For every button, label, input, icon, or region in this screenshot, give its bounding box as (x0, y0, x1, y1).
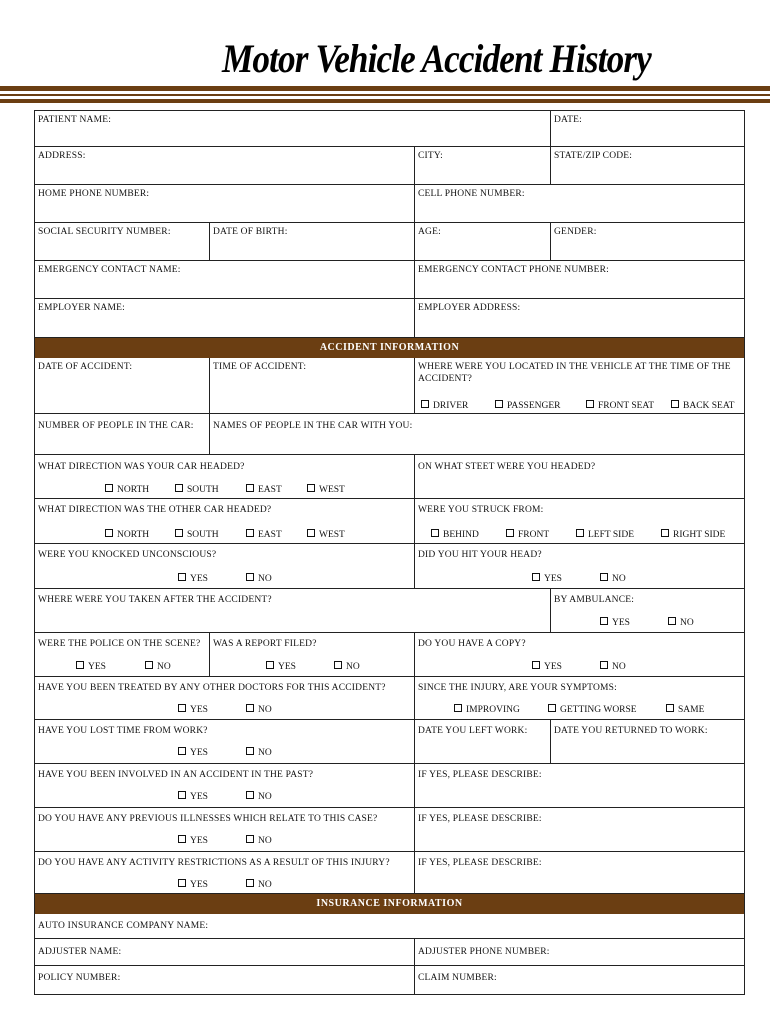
dob-field[interactable] (210, 223, 415, 261)
vehicle-location-label: WHERE WERE YOU LOCATED IN THE VEHICLE AT THE TIME OF THE ACCIDENT? (418, 362, 731, 384)
copy-field (415, 633, 744, 677)
checkbox-icon (145, 661, 153, 669)
checkbox-icon (266, 661, 274, 669)
checkbox-icon (532, 661, 540, 669)
no-option[interactable] (246, 835, 272, 847)
accident-history-form (34, 110, 745, 995)
cell-phone-label: CELL PHONE NUMBER: (418, 189, 525, 199)
describe-label: IF YES, PLEASE DESCRIBE: (418, 814, 542, 824)
employer-name-field[interactable] (35, 299, 415, 338)
north-option[interactable] (105, 484, 149, 496)
checkbox-icon (246, 747, 254, 755)
no-option[interactable] (600, 573, 626, 585)
ambulance-label: BY AMBULANCE: (554, 595, 635, 605)
date-of-accident-field[interactable] (35, 358, 210, 414)
title-rule-bottom (0, 99, 770, 103)
option-label: YES (190, 836, 208, 846)
treated-other-label: HAVE YOU BEEN TREATED BY ANY OTHER DOCTORS FOR THIS ACCIDENT? (38, 683, 386, 693)
checkbox-icon (307, 484, 315, 492)
city-label: CITY: (418, 151, 443, 161)
ambulance-field (551, 589, 744, 633)
city-field[interactable] (415, 147, 551, 185)
checkbox-icon (600, 573, 608, 581)
taken-after-label: WHERE WERE YOU TAKEN AFTER THE ACCIDENT? (38, 595, 272, 605)
option-label: BACK SEAT (683, 401, 735, 411)
checkbox-icon (175, 484, 183, 492)
direction-car-field (35, 455, 415, 499)
date-label: DATE: (554, 115, 582, 125)
no-option[interactable] (246, 791, 272, 803)
lost-time-label: HAVE YOU LOST TIME FROM WORK? (38, 726, 208, 736)
direction-car-label: WHAT DIRECTION WAS YOUR CAR HEADED? (38, 462, 245, 472)
ssn-field[interactable] (35, 223, 210, 261)
unconscious-label: WERE YOU KNOCKED UNCONSCIOUS? (38, 550, 217, 560)
same-option[interactable] (666, 704, 704, 716)
option-label: YES (190, 748, 208, 758)
checkbox-icon (334, 661, 342, 669)
checkbox-icon (246, 791, 254, 799)
checkbox-icon (506, 529, 514, 537)
checkbox-icon (246, 529, 254, 537)
option-label: YES (190, 705, 208, 715)
driver-option[interactable] (421, 400, 468, 412)
option-label: NO (157, 662, 171, 672)
option-label: DRIVER (433, 401, 469, 411)
option-label: NORTH (117, 485, 150, 495)
checkbox-icon (532, 573, 540, 581)
checkbox-icon (548, 704, 556, 712)
front-seat-option[interactable] (586, 400, 654, 412)
option-label: NO (612, 662, 626, 672)
checkbox-icon (671, 400, 679, 408)
date-left-field[interactable] (415, 720, 551, 764)
option-label: SOUTH (187, 530, 219, 540)
gender-label: GENDER: (554, 227, 597, 237)
policy-number-label: POLICY NUMBER: (38, 973, 121, 983)
policy-number-field[interactable] (35, 966, 415, 995)
option-label: LEFT SIDE (588, 530, 635, 540)
option-label: NO (258, 880, 272, 890)
adjuster-phone-field[interactable] (415, 939, 744, 966)
option-label: WEST (319, 530, 345, 540)
checkbox-icon (105, 484, 113, 492)
employer-address-field[interactable] (415, 299, 744, 338)
age-label: AGE: (418, 227, 441, 237)
checkbox-icon (454, 704, 462, 712)
police-field (35, 633, 210, 677)
option-label: IMPROVING (466, 705, 520, 715)
checkbox-icon (246, 835, 254, 843)
checkbox-icon (668, 617, 676, 625)
checkbox-icon (307, 529, 315, 537)
report-field (210, 633, 415, 677)
checkbox-icon (666, 704, 674, 712)
emergency-phone-label: EMERGENCY CONTACT PHONE NUMBER: (418, 265, 609, 275)
option-label: SAME (678, 705, 705, 715)
emergency-phone-field[interactable] (415, 261, 744, 299)
south-option[interactable] (175, 529, 219, 541)
age-field[interactable] (415, 223, 551, 261)
option-label: EAST (258, 485, 282, 495)
street-field[interactable] (415, 455, 744, 499)
struck-from-label: WERE YOU STRUCK FROM: (418, 505, 544, 515)
direction-other-label: WHAT DIRECTION WAS THE OTHER CAR HEADED? (38, 505, 272, 515)
checkbox-icon (246, 704, 254, 712)
yes-option[interactable] (266, 661, 296, 673)
no-option[interactable] (246, 879, 272, 891)
checkbox-icon (421, 400, 429, 408)
yes-option[interactable] (76, 661, 106, 673)
option-label: YES (190, 574, 208, 584)
east-option[interactable] (246, 529, 282, 541)
yes-option[interactable] (178, 791, 208, 803)
yes-option[interactable] (178, 573, 208, 585)
num-people-field[interactable] (35, 414, 210, 455)
checkbox-icon (600, 617, 608, 625)
no-option[interactable] (246, 747, 272, 759)
checkbox-icon (178, 573, 186, 581)
cell-phone-field[interactable] (415, 185, 744, 223)
involved-past-field (35, 764, 415, 808)
option-label: NO (258, 574, 272, 584)
option-label: NO (258, 836, 272, 846)
left-side-option[interactable] (576, 529, 634, 541)
restrictions-field (35, 852, 415, 894)
north-option[interactable] (105, 529, 149, 541)
checkbox-icon (178, 747, 186, 755)
title-rule-thin (0, 94, 770, 96)
back-seat-option[interactable] (671, 400, 734, 412)
south-option[interactable] (175, 484, 219, 496)
employer-address-label: EMPLOYER ADDRESS: (418, 303, 521, 313)
right-side-option[interactable] (661, 529, 725, 541)
emergency-name-field[interactable] (35, 261, 415, 299)
date-returned-label: DATE YOU RETURNED TO WORK: (554, 726, 708, 736)
west-option[interactable] (307, 529, 345, 541)
no-option[interactable] (668, 617, 694, 629)
checkbox-icon (576, 529, 584, 537)
treated-other-field (35, 677, 415, 720)
checkbox-icon (178, 835, 186, 843)
no-option[interactable] (145, 661, 171, 673)
yes-option[interactable] (532, 573, 562, 585)
checkbox-icon (661, 529, 669, 537)
date-left-label: DATE YOU LEFT WORK: (418, 726, 528, 736)
checkbox-icon (105, 529, 113, 537)
symptoms-label: SINCE THE INJURY, ARE YOUR SYMPTOMS: (418, 683, 617, 693)
option-label: YES (88, 662, 106, 672)
street-label: ON WHAT STEET WERE YOU HEADED? (418, 462, 596, 472)
ssn-label: SOCIAL SECURITY NUMBER: (38, 227, 171, 237)
east-option[interactable] (246, 484, 282, 496)
checkbox-icon (431, 529, 439, 537)
adjuster-name-label: ADJUSTER NAME: (38, 947, 122, 957)
option-label: YES (190, 792, 208, 802)
copy-label: DO YOU HAVE A COPY? (418, 639, 526, 649)
police-label: WERE THE POLICE ON THE SCENE? (38, 639, 201, 649)
describe-label: IF YES, PLEASE DESCRIBE: (418, 770, 542, 780)
option-label: YES (544, 662, 562, 672)
no-option[interactable] (334, 661, 360, 673)
option-label: NO (258, 705, 272, 715)
state-zip-field[interactable] (551, 147, 744, 185)
unconscious-field (35, 544, 415, 589)
yes-option[interactable] (600, 617, 630, 629)
date-returned-field[interactable] (551, 720, 744, 764)
title-rule-thick (0, 86, 770, 91)
option-label: GETTING WORSE (560, 705, 637, 715)
option-label: YES (278, 662, 296, 672)
prev-illness-field (35, 808, 415, 852)
num-people-label: NUMBER OF PEOPLE IN THE CAR: (38, 421, 194, 431)
lost-time-field (35, 720, 415, 764)
getting-worse-option[interactable] (548, 704, 637, 716)
insurance-info-header: INSURANCE INFORMATION (35, 894, 744, 914)
adjuster-name-field[interactable] (35, 939, 415, 966)
adjuster-phone-label: ADJUSTER PHONE NUMBER: (418, 947, 550, 957)
option-label: NORTH (117, 530, 150, 540)
employer-name-label: EMPLOYER NAME: (38, 303, 125, 313)
behind-option[interactable] (431, 529, 479, 541)
state-zip-label: STATE/ZIP CODE: (554, 151, 633, 161)
checkbox-icon (76, 661, 84, 669)
yes-option[interactable] (178, 835, 208, 847)
option-label: NO (612, 574, 626, 584)
front-option[interactable] (506, 529, 549, 541)
dob-label: DATE OF BIRTH: (213, 227, 288, 237)
checkbox-icon (178, 704, 186, 712)
passenger-option[interactable] (495, 400, 561, 412)
no-option[interactable] (246, 573, 272, 585)
insurance-company-label: AUTO INSURANCE COMPANY NAME: (38, 921, 209, 931)
option-label: YES (190, 880, 208, 890)
yes-option[interactable] (532, 661, 562, 673)
checkbox-icon (586, 400, 594, 408)
checkbox-icon (178, 879, 186, 887)
report-label: WAS A REPORT FILED? (213, 639, 317, 649)
patient-name-field[interactable] (35, 111, 551, 147)
improving-option[interactable] (454, 704, 520, 716)
option-label: FRONT SEAT (598, 401, 655, 411)
checkbox-icon (246, 879, 254, 887)
prev-illness-label: DO YOU HAVE ANY PREVIOUS ILLNESSES WHICH RELATE TO THIS CASE? (38, 814, 378, 824)
option-label: YES (612, 618, 630, 628)
option-label: YES (544, 574, 562, 584)
checkbox-icon (178, 791, 186, 799)
option-label: NO (346, 662, 360, 672)
option-label: SOUTH (187, 485, 219, 495)
time-of-accident-field[interactable] (210, 358, 415, 414)
insurance-company-field[interactable] (35, 914, 744, 939)
page-title: Motor Vehicle Accident History (222, 36, 651, 81)
describe-label: IF YES, PLEASE DESCRIBE: (418, 858, 542, 868)
taken-after-field[interactable] (35, 589, 551, 633)
involved-past-label: HAVE YOU BEEN INVOLVED IN AN ACCIDENT IN THE PAST? (38, 770, 314, 780)
checkbox-icon (246, 573, 254, 581)
gender-field[interactable] (551, 223, 744, 261)
checkbox-icon (600, 661, 608, 669)
date-of-accident-label: DATE OF ACCIDENT: (38, 362, 133, 372)
checkbox-icon (175, 529, 183, 537)
accident-info-header: ACCIDENT INFORMATION (35, 338, 744, 358)
yes-option[interactable] (178, 704, 208, 716)
address-label: ADDRESS: (38, 151, 86, 161)
describe-past-field[interactable] (415, 764, 744, 808)
restrictions-label: DO YOU HAVE ANY ACTIVITY RESTRICTIONS AS A RESULT OF THIS INJURY? (38, 858, 390, 868)
option-label: EAST (258, 530, 282, 540)
describe-restrictions-field[interactable] (415, 852, 744, 894)
option-label: FRONT (518, 530, 550, 540)
option-label: RIGHT SIDE (673, 530, 726, 540)
checkbox-icon (495, 400, 503, 408)
no-option[interactable] (600, 661, 626, 673)
checkbox-icon (246, 484, 254, 492)
option-label: BEHIND (443, 530, 479, 540)
hit-head-field (415, 544, 744, 589)
claim-number-label: CLAIM NUMBER: (418, 973, 497, 983)
describe-illness-field[interactable] (415, 808, 744, 852)
option-label: WEST (319, 485, 345, 495)
yes-option[interactable] (178, 747, 208, 759)
home-phone-field[interactable] (35, 185, 415, 223)
patient-name-label: PATIENT NAME: (38, 115, 112, 125)
address-field[interactable] (35, 147, 415, 185)
option-label: PASSENGER (507, 401, 561, 411)
names-people-field[interactable] (210, 414, 744, 455)
home-phone-label: HOME PHONE NUMBER: (38, 189, 150, 199)
names-people-label: NAMES OF PEOPLE IN THE CAR WITH YOU: (213, 421, 413, 431)
time-of-accident-label: TIME OF ACCIDENT: (213, 362, 307, 372)
no-option[interactable] (246, 704, 272, 716)
west-option[interactable] (307, 484, 345, 496)
emergency-name-label: EMERGENCY CONTACT NAME: (38, 265, 181, 275)
option-label: NO (680, 618, 694, 628)
date-field[interactable] (551, 111, 744, 147)
hit-head-label: DID YOU HIT YOUR HEAD? (418, 550, 542, 560)
option-label: NO (258, 748, 272, 758)
claim-number-field[interactable] (415, 966, 744, 995)
option-label: NO (258, 792, 272, 802)
direction-other-field (35, 499, 415, 544)
yes-option[interactable] (178, 879, 208, 891)
